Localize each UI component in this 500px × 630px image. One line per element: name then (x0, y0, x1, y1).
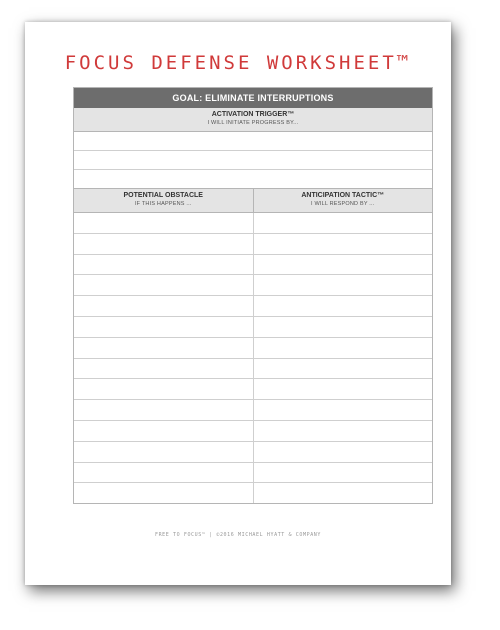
worksheet-table (73, 87, 433, 504)
activation-trigger-subheading: I WILL INITIATE PROGRESS BY... (207, 120, 299, 126)
obstacle-cell[interactable] (74, 275, 253, 295)
grid-row (74, 296, 432, 317)
tactic-cell[interactable] (253, 317, 433, 337)
tactic-cell[interactable] (253, 483, 433, 503)
tactic-cell[interactable] (253, 400, 433, 420)
tactic-cell[interactable] (253, 234, 433, 254)
grid-row (74, 234, 432, 255)
grid-row (74, 400, 432, 421)
grid-row (74, 255, 432, 276)
grid-row (74, 317, 432, 338)
anticipation-tactic-header (253, 189, 433, 212)
potential-obstacle-heading: POTENTIAL OBSTACLE (123, 192, 203, 199)
trigger-line[interactable] (74, 151, 432, 170)
worksheet-page (25, 22, 451, 585)
potential-obstacle-header (74, 189, 253, 212)
tactic-cell[interactable] (253, 359, 433, 379)
tactic-cell[interactable] (253, 255, 433, 275)
grid-row (74, 463, 432, 484)
grid-row (74, 442, 432, 463)
trigger-line[interactable] (74, 170, 432, 188)
obstacle-cell[interactable] (74, 338, 253, 358)
obstacle-cell[interactable] (74, 483, 253, 503)
potential-obstacle-subheading: IF THIS HAPPENS ... (134, 201, 192, 207)
grid-row (74, 338, 432, 359)
grid-row (74, 483, 432, 503)
anticipation-tactic-subheading: I WILL RESPOND BY ... (311, 201, 375, 207)
obstacle-cell[interactable] (74, 442, 253, 462)
grid-row (74, 421, 432, 442)
goal-banner: GOAL: ELIMINATE INTERRUPTIONS (74, 88, 432, 108)
grid-row (74, 213, 432, 234)
grid-row (74, 275, 432, 296)
trigger-line[interactable] (74, 132, 432, 151)
footer-copyright: FREE TO FOCUS™ | ©2016 MICHAEL HYATT & COMPANY (154, 532, 322, 538)
activation-trigger-heading: ACTIVATION TRIGGER™ (211, 111, 295, 118)
tactic-cell[interactable] (253, 463, 433, 483)
grid-row (74, 379, 432, 400)
obstacle-cell[interactable] (74, 379, 253, 399)
obstacle-cell[interactable] (74, 463, 253, 483)
tactic-cell[interactable] (253, 296, 433, 316)
tactic-cell[interactable] (253, 275, 433, 295)
tactic-cell[interactable] (253, 338, 433, 358)
worksheet-title: FOCUS DEFENSE WORKSHEET™ (64, 52, 412, 74)
tactic-cell[interactable] (253, 379, 433, 399)
grid-row (74, 359, 432, 380)
anticipation-tactic-heading: ANTICIPATION TACTIC™ (301, 192, 385, 199)
tactic-cell[interactable] (253, 442, 433, 462)
activation-trigger-header (74, 108, 432, 132)
obstacle-cell[interactable] (74, 400, 253, 420)
obstacle-cell[interactable] (74, 255, 253, 275)
tactic-cell[interactable] (253, 421, 433, 441)
obstacle-cell[interactable] (74, 359, 253, 379)
obstacle-cell[interactable] (74, 296, 253, 316)
obstacle-cell[interactable] (74, 213, 253, 233)
tactic-cell[interactable] (253, 213, 433, 233)
obstacle-cell[interactable] (74, 234, 253, 254)
obstacle-cell[interactable] (74, 317, 253, 337)
obstacle-tactic-header (74, 188, 432, 213)
obstacle-cell[interactable] (74, 421, 253, 441)
obstacle-tactic-grid (74, 213, 432, 503)
